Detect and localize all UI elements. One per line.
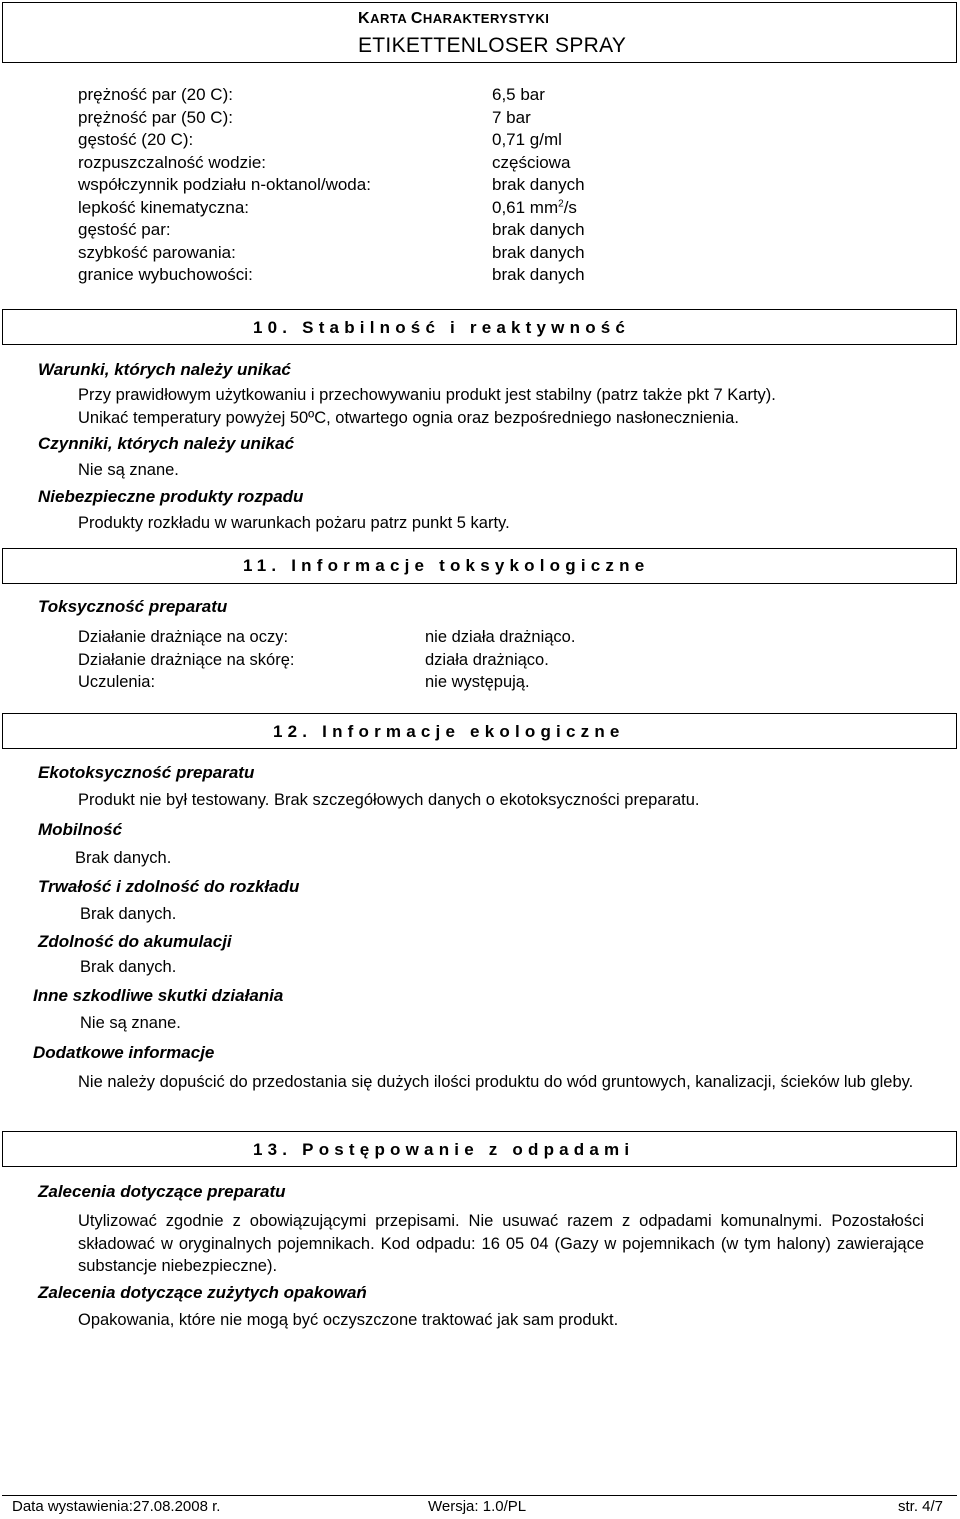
toxicity-value: nie występują. bbox=[425, 673, 530, 691]
subheading: Inne szkodliwe skutki działania bbox=[33, 986, 284, 1005]
paragraph: Nie są znane. bbox=[78, 461, 179, 479]
property-value: brak danych bbox=[492, 220, 585, 239]
property-value: 0,71 g/ml bbox=[492, 130, 562, 149]
page-number: str. 4/7 bbox=[898, 1498, 944, 1515]
property-label: gęstość par: bbox=[78, 220, 171, 239]
product-name: ETIKETTENLOSER SPRAY bbox=[358, 34, 627, 57]
paragraph: Nie należy dopuścić do przedostania się dużych ilości produktu do wód gruntowych, kanalizacji, ścieków lub gleby. bbox=[78, 1073, 914, 1091]
subheading: Zalecenia dotyczące zużytych opakowań bbox=[38, 1283, 367, 1302]
property-label: gęstość (20 C): bbox=[78, 130, 194, 149]
property-value: brak danych bbox=[492, 242, 585, 262]
document-title: KARTA CHARAKTERYSTYKI bbox=[358, 10, 550, 27]
paragraph: Opakowania, które nie mogą być oczyszczone traktować jak sam produkt. bbox=[78, 1311, 619, 1329]
property-values bbox=[492, 84, 585, 287]
subheading: Warunki, których należy unikać bbox=[38, 360, 291, 379]
toxicity-label: Uczulenia: bbox=[78, 673, 156, 691]
property-label: prężność par (20 C): bbox=[78, 85, 233, 104]
subheading: Zalecenia dotyczące preparatu bbox=[38, 1182, 286, 1201]
paragraph: Brak danych. bbox=[75, 849, 172, 867]
toxicity-values bbox=[425, 626, 575, 694]
property-value: 0,61 $mm^2/s$ bbox=[492, 197, 577, 217]
paragraph: Produkt nie był testowany. Brak szczegółowych danych o ekotoksyczności preparatu. bbox=[78, 791, 700, 809]
toxicity-value: działa drażniąco. bbox=[425, 650, 549, 669]
property-label: rozpuszczalność wodzie: bbox=[78, 152, 267, 172]
property-value: brak danych bbox=[492, 175, 585, 194]
paragraph: Produkty rozkładu w warunkach pożaru patrz punkt 5 karty. bbox=[78, 514, 510, 532]
issue-date: Data wystawienia:27.08.2008 r. bbox=[12, 1498, 221, 1515]
property-value: brak danych bbox=[492, 265, 585, 284]
property-value: częściowa bbox=[492, 152, 571, 172]
paragraph: Unikać temperatury powyżej 50ºC, otwartego ognia oraz bezpośredniego nasłonecznienia. bbox=[78, 409, 739, 427]
toxicity-labels bbox=[78, 626, 294, 694]
footer-rule bbox=[2, 1495, 957, 1496]
property-label: prężność par (50 C): bbox=[78, 107, 233, 127]
toxicity-value: nie działa drażniąco. bbox=[425, 628, 576, 646]
subheading: Niebezpieczne produkty rozpadu bbox=[38, 487, 304, 506]
subheading: Dodatkowe informacje bbox=[33, 1043, 215, 1062]
section-13-title: 13. Postępowanie z odpadami bbox=[253, 1140, 635, 1159]
property-value: 6,5 bar bbox=[492, 85, 545, 104]
property-label: granice wybuchowości: bbox=[78, 265, 253, 284]
property-value: 7 bar bbox=[492, 107, 531, 127]
paragraph: Nie są znane. bbox=[80, 1014, 181, 1032]
paragraph: Utylizować zgodnie z obowiązującymi przepisami. Nie usuwać razem z odpadami komunalnymi. Pozostałości składować w oryginalnych pojemnikach. Kod odpadu: 16 05 04 (Gazy w pojemnikach (w tym halony) zawierające substancje niebezpieczne). bbox=[78, 1212, 924, 1275]
property-label: szybkość parowania: bbox=[78, 242, 236, 262]
toxicity-label: Działanie drażniące na oczy: bbox=[78, 628, 289, 646]
section-11-title: 11. Informacje toksykologiczne bbox=[243, 556, 650, 575]
section-12-title: 12. Informacje ekologiczne bbox=[273, 722, 625, 741]
version: Wersja: 1.0/PL bbox=[428, 1498, 527, 1515]
subheading: Zdolność do akumulacji bbox=[38, 932, 232, 951]
subheading: Trwałość i zdolność do rozkładu bbox=[38, 877, 300, 896]
paragraph: Brak danych. bbox=[80, 905, 177, 923]
toxicity-label: Działanie drażniące na skórę: bbox=[78, 650, 295, 669]
property-labels bbox=[78, 84, 371, 287]
paragraph: Przy prawidłowym użytkowaniu i przechowywaniu produkt jest stabilny (patrz także pkt 7 Karty). bbox=[78, 386, 776, 404]
subheading: Ekotoksyczność preparatu bbox=[38, 763, 255, 782]
subheading: Toksyczność preparatu bbox=[38, 597, 228, 616]
property-label: współczynnik podziału n-oktanol/woda: bbox=[78, 175, 371, 194]
property-label: lepkość kinematyczna: bbox=[78, 197, 250, 217]
subheading: Mobilność bbox=[38, 820, 123, 839]
paragraph: Brak danych. bbox=[80, 958, 177, 976]
section-10-title: 10. Stabilność i reaktywność bbox=[253, 318, 631, 337]
subheading: Czynniki, których należy unikać bbox=[38, 434, 295, 453]
